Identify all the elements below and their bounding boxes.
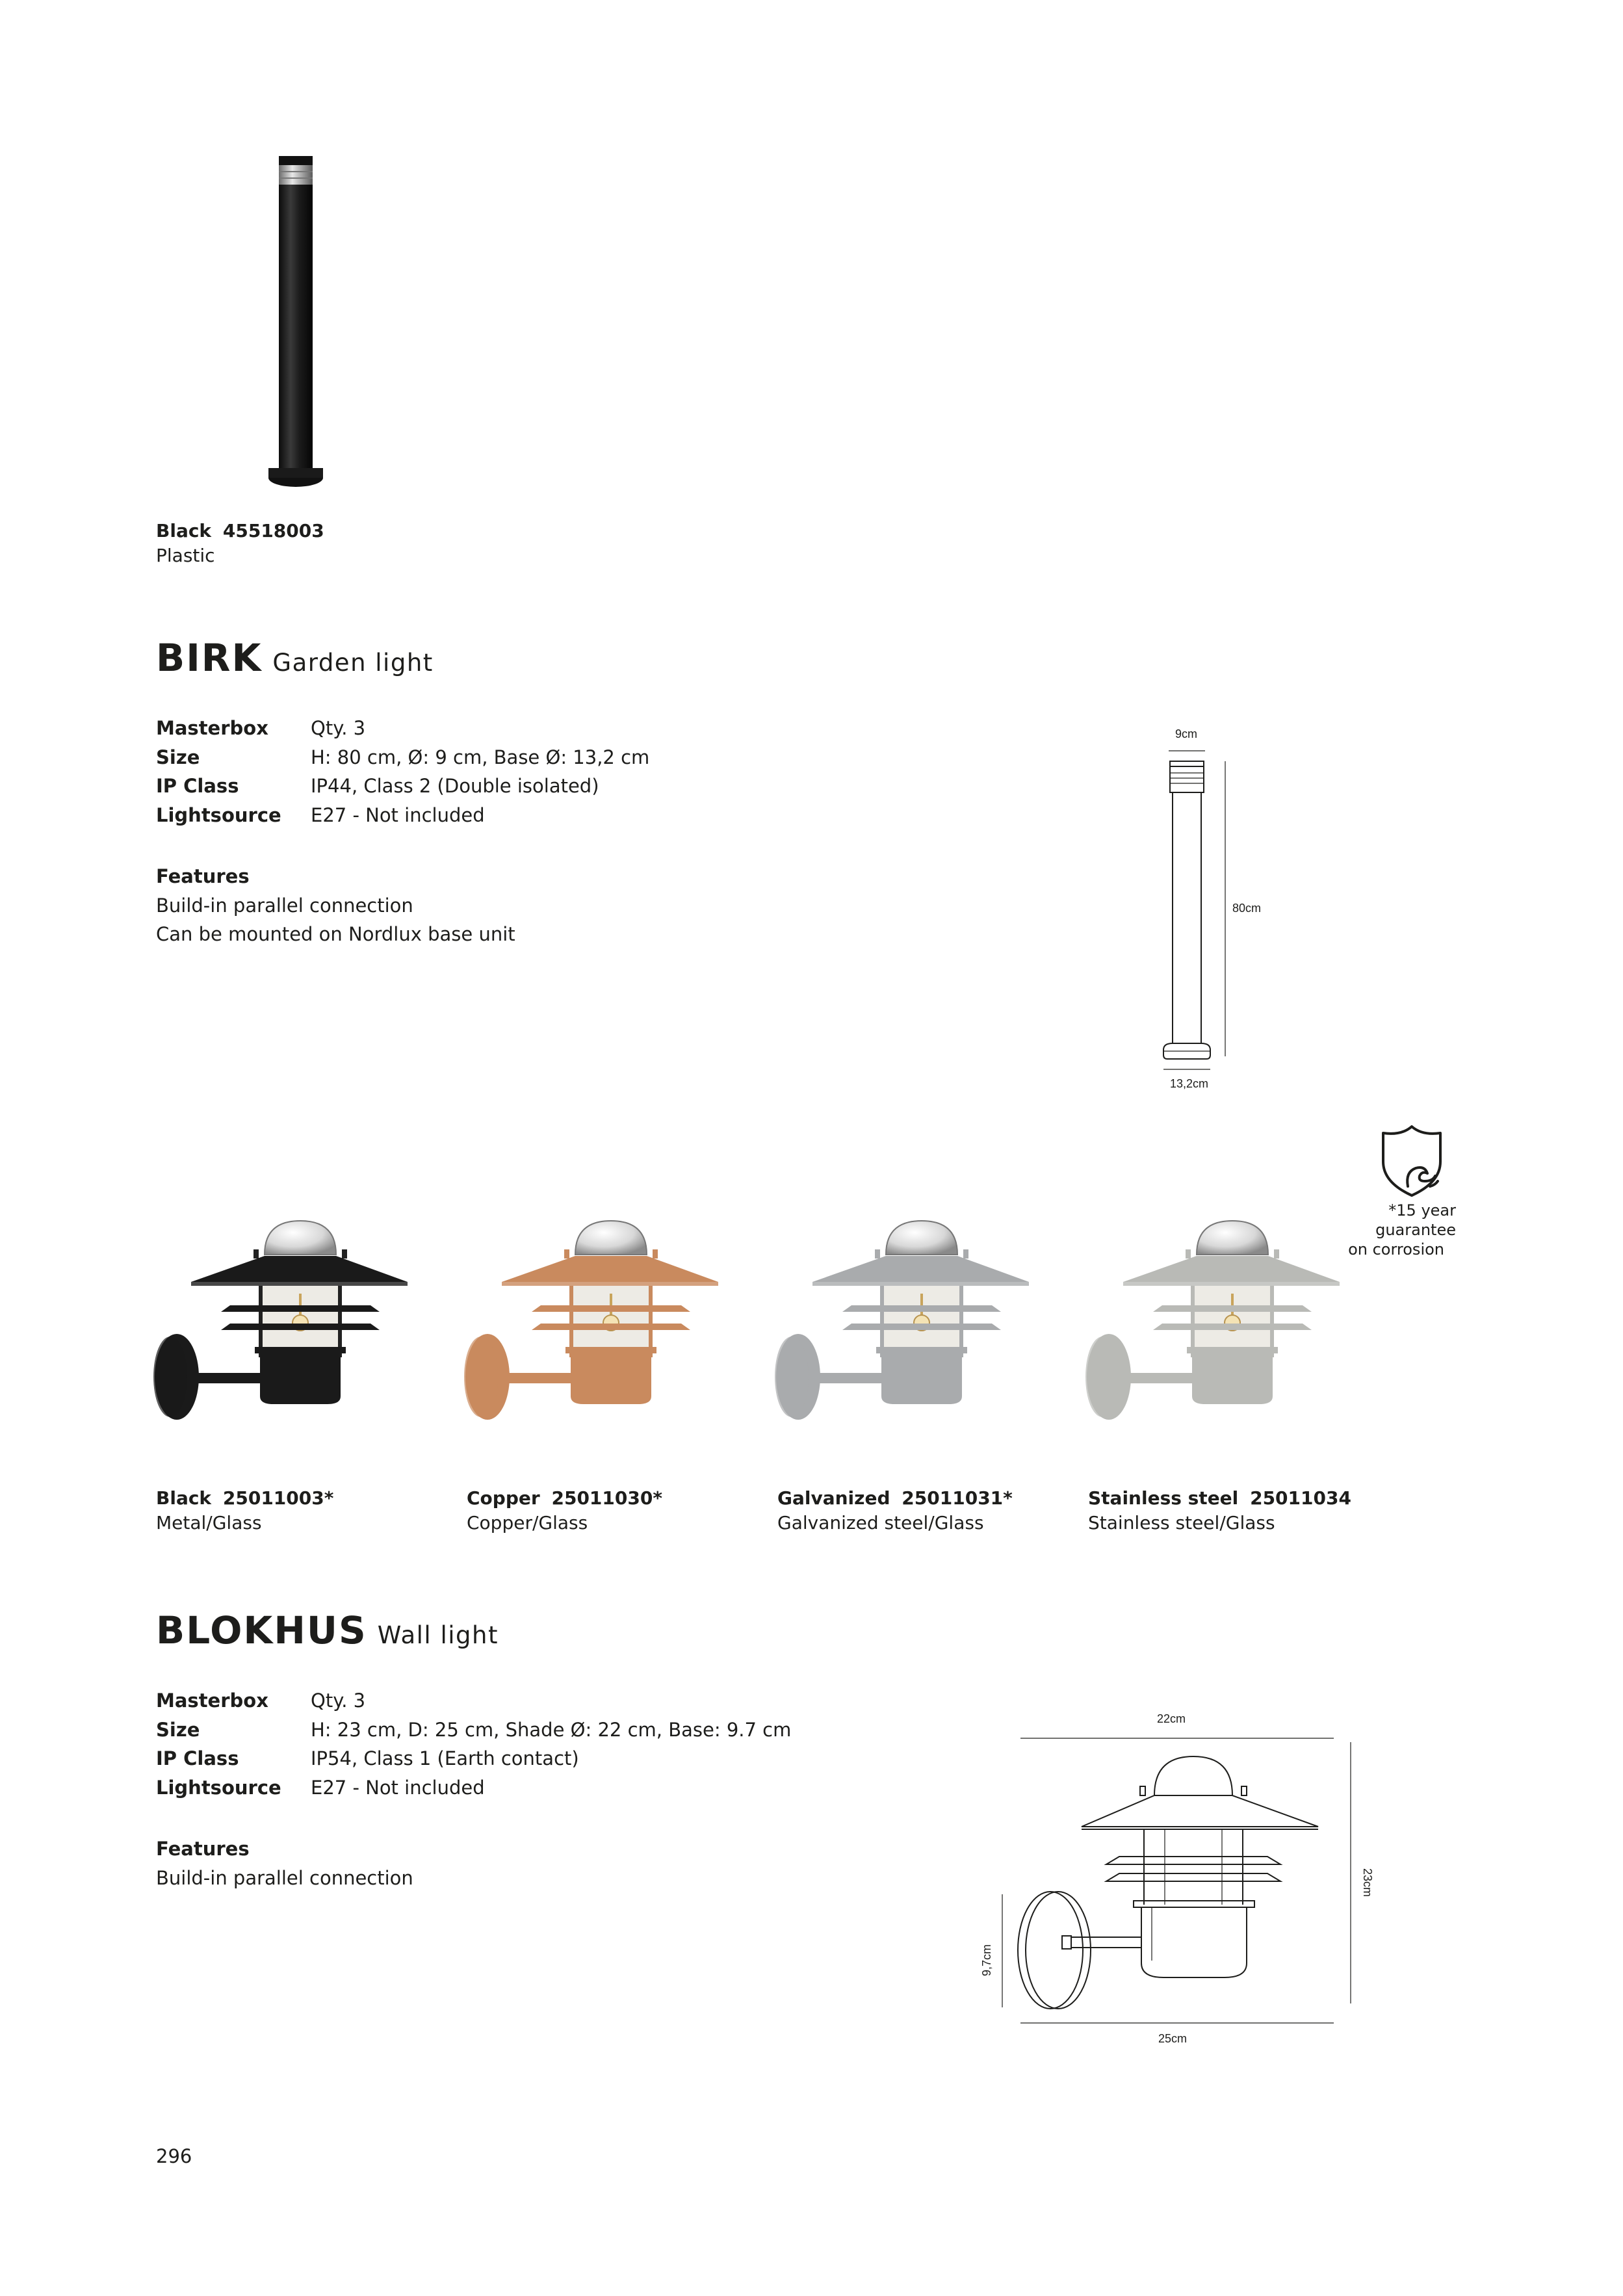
- blokhus-variant-label: [156, 1486, 333, 1535]
- variant-material: Copper/Glass: [467, 1512, 588, 1533]
- spec-row: [156, 746, 741, 776]
- blokhus-variant-label: [467, 1486, 662, 1535]
- guarantee-badge: [1339, 1121, 1456, 1259]
- spec-row: [156, 804, 741, 833]
- spec-value: H: 80 cm, Ø: 9 cm, Base Ø: 13,2 cm: [311, 746, 650, 768]
- variant-color: Black: [156, 520, 212, 541]
- blokhus-subtitle: Wall light: [377, 1621, 499, 1649]
- variant-color: Stainless steel: [1088, 1487, 1239, 1509]
- blokhus-product-photo: [772, 1209, 1045, 1424]
- features-title: Features: [156, 865, 250, 887]
- birk-technical-drawing: [1144, 718, 1313, 1121]
- features-title: Features: [156, 1838, 250, 1860]
- spec-value: E27 - Not included: [311, 803, 485, 826]
- spec-row: [156, 1689, 806, 1719]
- blokhus-product-photo: [461, 1209, 734, 1424]
- variant-code: 25011030*: [551, 1487, 662, 1509]
- birk-features: [156, 862, 515, 949]
- feature-item: Build-in parallel connection: [156, 894, 413, 917]
- variant-code: 25011003*: [222, 1487, 334, 1509]
- spec-key: Lightsource: [156, 803, 281, 826]
- spec-key: IP Class: [156, 1747, 239, 1769]
- blokhus-product-photo: [1083, 1209, 1356, 1424]
- birk-heading: [156, 636, 434, 680]
- dim-depth: 25cm: [1158, 2032, 1188, 2045]
- dim-base: 13,2cm: [1170, 1077, 1209, 1090]
- spec-row: [156, 1777, 806, 1806]
- variant-color: Galvanized: [777, 1487, 890, 1509]
- blokhus-variant-label: [1088, 1486, 1351, 1535]
- blokhus-technical-drawing: [975, 1710, 1404, 2074]
- dim-base: 9,7cm: [980, 1944, 993, 1976]
- blokhus-title: BLOKHUS: [156, 1608, 367, 1652]
- guarantee-line1: *15 year guarantee: [1375, 1201, 1456, 1239]
- dim-height: 80cm: [1232, 902, 1262, 915]
- spec-key: Masterbox: [156, 717, 268, 739]
- spec-row: [156, 1747, 806, 1777]
- spec-key: Size: [156, 746, 200, 768]
- page-number: 296: [156, 2145, 192, 2167]
- feature-item: Build-in parallel connection: [156, 1866, 413, 1889]
- spec-value: E27 - Not included: [311, 1776, 485, 1799]
- variant-material: Plastic: [156, 545, 215, 566]
- feature-item: Can be mounted on Nordlux base unit: [156, 923, 515, 945]
- variant-code: 45518003: [222, 520, 324, 541]
- blokhus-heading: [156, 1608, 499, 1652]
- birk-title: BIRK: [156, 636, 263, 680]
- birk-variant-label: [156, 519, 324, 568]
- birk-subtitle: Garden light: [272, 649, 434, 677]
- spec-value: Qty. 3: [311, 1689, 366, 1712]
- birk-product-photo: [257, 143, 341, 494]
- variant-material: Metal/Glass: [156, 1512, 262, 1533]
- blokhus-spec-table: [156, 1689, 806, 1805]
- variant-code: 25011034: [1250, 1487, 1351, 1509]
- spec-row: [156, 717, 741, 746]
- dim-top-width: 9cm: [1175, 727, 1198, 740]
- variant-material: Stainless steel/Glass: [1088, 1512, 1275, 1533]
- spec-value: Qty. 3: [311, 717, 366, 739]
- shield-wave-icon: [1373, 1121, 1451, 1199]
- spec-key: Size: [156, 1718, 200, 1741]
- spec-value: IP44, Class 2 (Double isolated): [311, 775, 599, 797]
- spec-value: IP54, Class 1 (Earth contact): [311, 1747, 579, 1769]
- dim-shade: 22cm: [1157, 1712, 1186, 1725]
- guarantee-line2: on corrosion: [1348, 1240, 1444, 1259]
- blokhus-product-photo: [151, 1209, 424, 1424]
- variant-color: Copper: [467, 1487, 540, 1509]
- variant-material: Galvanized steel/Glass: [777, 1512, 984, 1533]
- variant-color: Black: [156, 1487, 212, 1509]
- spec-key: IP Class: [156, 775, 239, 797]
- spec-row: [156, 1719, 806, 1748]
- spec-key: Lightsource: [156, 1776, 281, 1799]
- blokhus-variant-label: [777, 1486, 1013, 1535]
- dim-height: 23cm: [1361, 1868, 1374, 1898]
- spec-key: Masterbox: [156, 1689, 268, 1712]
- spec-row: [156, 775, 741, 804]
- variant-code: 25011031*: [902, 1487, 1013, 1509]
- spec-value: H: 23 cm, D: 25 cm, Shade Ø: 22 cm, Base: 9.7 cm: [311, 1718, 792, 1741]
- blokhus-features: [156, 1834, 413, 1892]
- birk-spec-table: [156, 717, 741, 833]
